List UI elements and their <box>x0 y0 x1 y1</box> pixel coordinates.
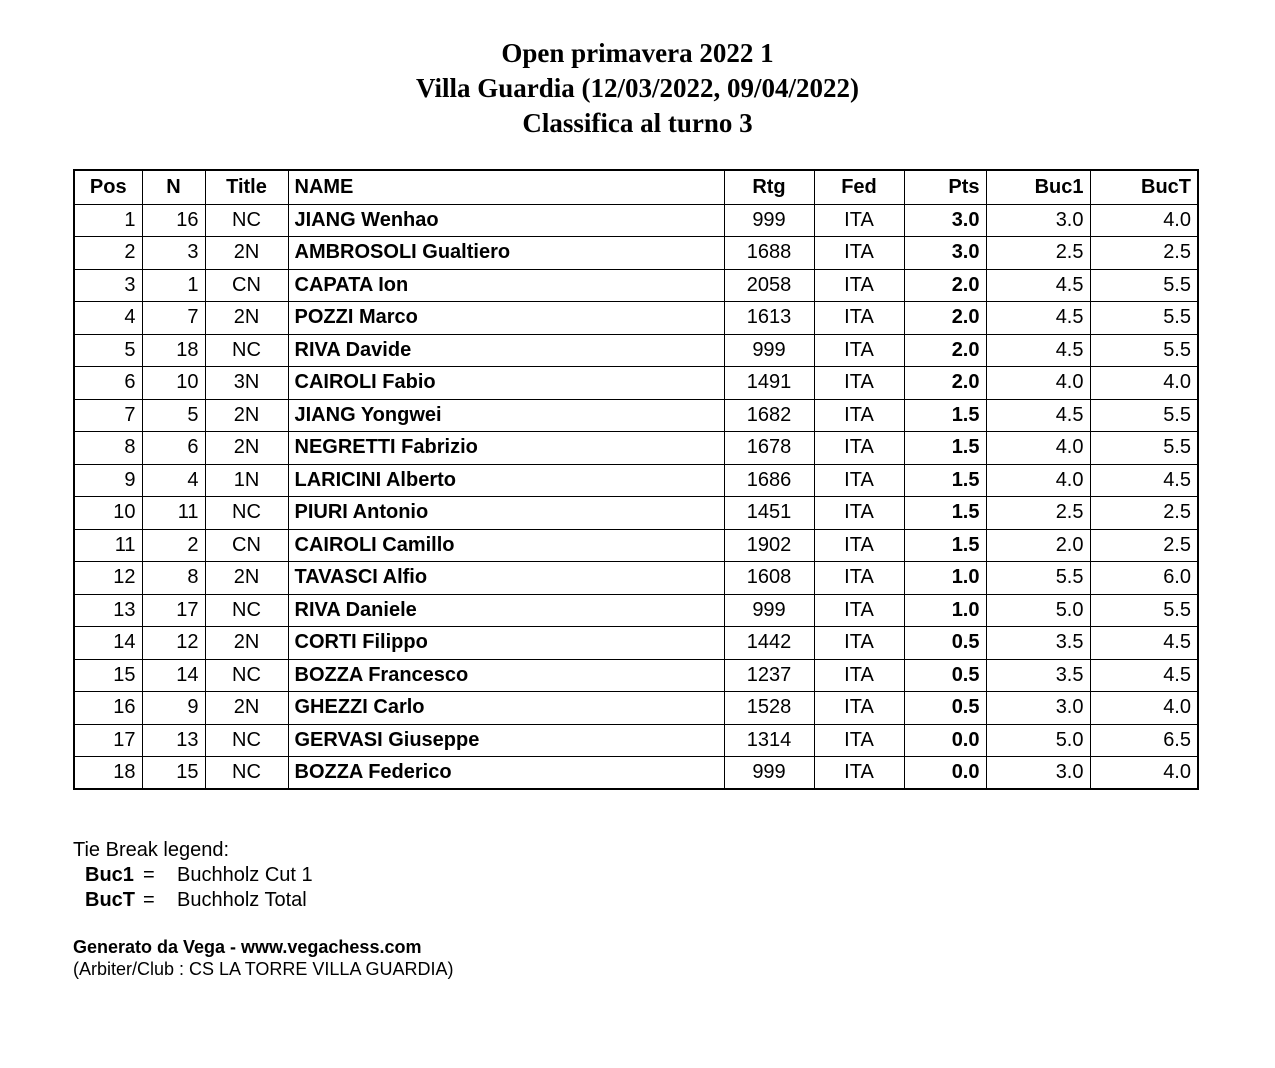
cell-name: BOZZA Francesco <box>288 659 724 692</box>
cell-pos: 14 <box>74 627 142 660</box>
cell-federation: ITA <box>814 627 904 660</box>
cell-n: 12 <box>142 627 205 660</box>
cell-name: RIVA Daniele <box>288 594 724 627</box>
cell-pos: 8 <box>74 432 142 465</box>
table-row <box>74 724 1198 757</box>
cell-points: 1.0 <box>904 594 986 627</box>
table-body <box>74 204 1198 789</box>
cell-title: NC <box>205 757 288 790</box>
cell-points: 1.5 <box>904 432 986 465</box>
cell-name: POZZI Marco <box>288 302 724 335</box>
cell-points: 2.0 <box>904 302 986 335</box>
cell-buchholz-cut1: 2.5 <box>986 497 1090 530</box>
cell-pos: 2 <box>74 237 142 270</box>
cell-name: NEGRETTI Fabrizio <box>288 432 724 465</box>
table-row <box>74 334 1198 367</box>
legend-description: Buchholz Cut 1 <box>177 864 313 886</box>
cell-n: 13 <box>142 724 205 757</box>
cell-n: 15 <box>142 757 205 790</box>
legend-item <box>73 863 313 888</box>
cell-buchholz-cut1: 4.5 <box>986 302 1090 335</box>
column-header-pos: Pos <box>74 170 142 204</box>
cell-name: JIANG Yongwei <box>288 399 724 432</box>
cell-buchholz-cut1: 3.0 <box>986 204 1090 237</box>
cell-federation: ITA <box>814 399 904 432</box>
cell-buchholz-total: 5.5 <box>1090 302 1198 335</box>
cell-title: CN <box>205 529 288 562</box>
cell-title: 3N <box>205 367 288 400</box>
legend-item <box>73 888 313 913</box>
table-row <box>74 269 1198 302</box>
table-row <box>74 367 1198 400</box>
cell-pos: 6 <box>74 367 142 400</box>
cell-name: CAIROLI Fabio <box>288 367 724 400</box>
cell-buchholz-total: 2.5 <box>1090 529 1198 562</box>
column-header-federation: Fed <box>814 170 904 204</box>
cell-name: TAVASCI Alfio <box>288 562 724 595</box>
cell-n: 6 <box>142 432 205 465</box>
cell-title: NC <box>205 724 288 757</box>
cell-federation: ITA <box>814 497 904 530</box>
cell-federation: ITA <box>814 432 904 465</box>
cell-title: 2N <box>205 692 288 725</box>
cell-n: 2 <box>142 529 205 562</box>
cell-name: GHEZZI Carlo <box>288 692 724 725</box>
cell-n: 3 <box>142 237 205 270</box>
cell-rating: 1491 <box>724 367 814 400</box>
cell-rating: 2058 <box>724 269 814 302</box>
cell-buchholz-total: 2.5 <box>1090 237 1198 270</box>
cell-points: 0.5 <box>904 659 986 692</box>
cell-name: RIVA Davide <box>288 334 724 367</box>
cell-points: 1.5 <box>904 464 986 497</box>
cell-federation: ITA <box>814 367 904 400</box>
cell-n: 1 <box>142 269 205 302</box>
legend-heading: Tie Break legend: <box>73 839 230 861</box>
cell-title: NC <box>205 204 288 237</box>
cell-buchholz-cut1: 3.5 <box>986 627 1090 660</box>
cell-federation: ITA <box>814 724 904 757</box>
cell-buchholz-cut1: 4.5 <box>986 334 1090 367</box>
cell-name: GERVASI Giuseppe <box>288 724 724 757</box>
cell-buchholz-cut1: 5.0 <box>986 724 1090 757</box>
cell-buchholz-total: 4.5 <box>1090 659 1198 692</box>
cell-title: NC <box>205 594 288 627</box>
cell-pos: 10 <box>74 497 142 530</box>
cell-rating: 1528 <box>724 692 814 725</box>
column-header-name: NAME <box>288 170 724 204</box>
cell-federation: ITA <box>814 237 904 270</box>
cell-points: 0.5 <box>904 627 986 660</box>
cell-federation: ITA <box>814 529 904 562</box>
table-header-row <box>74 170 1198 204</box>
cell-n: 4 <box>142 464 205 497</box>
tournament-name: Open primavera 2022 1 <box>501 38 774 68</box>
legend-description: Buchholz Total <box>177 889 307 911</box>
cell-buchholz-cut1: 4.0 <box>986 432 1090 465</box>
cell-points: 0.0 <box>904 724 986 757</box>
cell-rating: 999 <box>724 594 814 627</box>
cell-buchholz-cut1: 3.0 <box>986 692 1090 725</box>
legend-code: BucT <box>85 889 135 911</box>
cell-title: 2N <box>205 432 288 465</box>
cell-buchholz-total: 6.5 <box>1090 724 1198 757</box>
table-row <box>74 204 1198 237</box>
table-row <box>74 627 1198 660</box>
cell-n: 8 <box>142 562 205 595</box>
standings-table <box>73 169 1199 790</box>
tournament-venue-dates: Villa Guardia (12/03/2022, 09/04/2022) <box>415 73 859 103</box>
cell-pos: 12 <box>74 562 142 595</box>
column-header-n: N <box>142 170 205 204</box>
cell-name: LARICINI Alberto <box>288 464 724 497</box>
cell-buchholz-cut1: 2.0 <box>986 529 1090 562</box>
footer <box>73 936 453 980</box>
cell-buchholz-total: 5.5 <box>1090 334 1198 367</box>
cell-name: CAPATA Ion <box>288 269 724 302</box>
cell-points: 1.0 <box>904 562 986 595</box>
cell-pos: 3 <box>74 269 142 302</box>
cell-buchholz-total: 4.0 <box>1090 692 1198 725</box>
table-row <box>74 399 1198 432</box>
cell-federation: ITA <box>814 269 904 302</box>
cell-n: 11 <box>142 497 205 530</box>
cell-n: 5 <box>142 399 205 432</box>
cell-n: 18 <box>142 334 205 367</box>
cell-rating: 1451 <box>724 497 814 530</box>
legend-equals: = <box>143 864 155 886</box>
table-row <box>74 757 1198 790</box>
column-header-buchholz-cut1: Buc1 <box>986 170 1090 204</box>
cell-buchholz-cut1: 4.0 <box>986 367 1090 400</box>
legend-equals: = <box>143 889 155 911</box>
cell-points: 2.0 <box>904 334 986 367</box>
cell-buchholz-total: 4.5 <box>1090 464 1198 497</box>
cell-buchholz-cut1: 4.5 <box>986 269 1090 302</box>
generator-credit: Generato da Vega - www.vegachess.com <box>73 937 422 957</box>
cell-n: 16 <box>142 204 205 237</box>
cell-pos: 13 <box>74 594 142 627</box>
cell-name: AMBROSOLI Gualtiero <box>288 237 724 270</box>
cell-rating: 1608 <box>724 562 814 595</box>
cell-n: 7 <box>142 302 205 335</box>
cell-rating: 1314 <box>724 724 814 757</box>
cell-pos: 15 <box>74 659 142 692</box>
cell-buchholz-cut1: 2.5 <box>986 237 1090 270</box>
cell-rating: 999 <box>724 757 814 790</box>
table-row <box>74 562 1198 595</box>
column-header-title: Title <box>205 170 288 204</box>
column-header-rating: Rtg <box>724 170 814 204</box>
cell-rating: 1613 <box>724 302 814 335</box>
cell-buchholz-cut1: 5.5 <box>986 562 1090 595</box>
table-row <box>74 659 1198 692</box>
cell-federation: ITA <box>814 334 904 367</box>
column-header-buchholz-total: BucT <box>1090 170 1198 204</box>
tie-break-legend <box>73 838 313 913</box>
cell-points: 1.5 <box>904 529 986 562</box>
cell-name: BOZZA Federico <box>288 757 724 790</box>
cell-federation: ITA <box>814 692 904 725</box>
cell-name: JIANG Wenhao <box>288 204 724 237</box>
table-row <box>74 692 1198 725</box>
table-row <box>74 237 1198 270</box>
table-row <box>74 432 1198 465</box>
page-title <box>0 36 1275 141</box>
cell-title: NC <box>205 659 288 692</box>
table-row <box>74 464 1198 497</box>
cell-title: 1N <box>205 464 288 497</box>
cell-n: 14 <box>142 659 205 692</box>
arbiter-club: (Arbiter/Club : CS LA TORRE VILLA GUARDIA) <box>73 959 454 979</box>
cell-buchholz-cut1: 4.5 <box>986 399 1090 432</box>
cell-rating: 1237 <box>724 659 814 692</box>
cell-federation: ITA <box>814 594 904 627</box>
cell-points: 1.5 <box>904 497 986 530</box>
cell-pos: 5 <box>74 334 142 367</box>
cell-n: 10 <box>142 367 205 400</box>
cell-n: 9 <box>142 692 205 725</box>
standings-round: Classifica al turno 3 <box>522 108 753 138</box>
cell-title: 2N <box>205 302 288 335</box>
cell-buchholz-cut1: 5.0 <box>986 594 1090 627</box>
cell-title: 2N <box>205 562 288 595</box>
cell-federation: ITA <box>814 302 904 335</box>
cell-pos: 7 <box>74 399 142 432</box>
cell-federation: ITA <box>814 204 904 237</box>
cell-points: 3.0 <box>904 204 986 237</box>
cell-buchholz-total: 4.0 <box>1090 367 1198 400</box>
table-row <box>74 497 1198 530</box>
cell-rating: 1682 <box>724 399 814 432</box>
column-header-points: Pts <box>904 170 986 204</box>
cell-pos: 11 <box>74 529 142 562</box>
cell-points: 0.0 <box>904 757 986 790</box>
cell-buchholz-total: 5.5 <box>1090 432 1198 465</box>
cell-rating: 1678 <box>724 432 814 465</box>
cell-name: CAIROLI Camillo <box>288 529 724 562</box>
cell-federation: ITA <box>814 464 904 497</box>
table-row <box>74 594 1198 627</box>
cell-pos: 17 <box>74 724 142 757</box>
cell-rating: 999 <box>724 334 814 367</box>
cell-title: 2N <box>205 627 288 660</box>
cell-rating: 1902 <box>724 529 814 562</box>
cell-pos: 18 <box>74 757 142 790</box>
cell-title: NC <box>205 497 288 530</box>
cell-pos: 16 <box>74 692 142 725</box>
cell-federation: ITA <box>814 659 904 692</box>
cell-name: CORTI Filippo <box>288 627 724 660</box>
cell-points: 0.5 <box>904 692 986 725</box>
cell-rating: 999 <box>724 204 814 237</box>
cell-points: 1.5 <box>904 399 986 432</box>
cell-buchholz-total: 6.0 <box>1090 562 1198 595</box>
cell-points: 2.0 <box>904 269 986 302</box>
cell-buchholz-total: 5.5 <box>1090 594 1198 627</box>
cell-buchholz-total: 2.5 <box>1090 497 1198 530</box>
cell-pos: 1 <box>74 204 142 237</box>
cell-title: 2N <box>205 237 288 270</box>
cell-federation: ITA <box>814 562 904 595</box>
cell-points: 2.0 <box>904 367 986 400</box>
table-row <box>74 529 1198 562</box>
cell-rating: 1442 <box>724 627 814 660</box>
cell-pos: 9 <box>74 464 142 497</box>
table-row <box>74 302 1198 335</box>
cell-federation: ITA <box>814 757 904 790</box>
cell-name: PIURI Antonio <box>288 497 724 530</box>
cell-n: 17 <box>142 594 205 627</box>
cell-pos: 4 <box>74 302 142 335</box>
cell-points: 3.0 <box>904 237 986 270</box>
legend-code: Buc1 <box>85 864 134 886</box>
cell-buchholz-total: 5.5 <box>1090 399 1198 432</box>
cell-title: NC <box>205 334 288 367</box>
cell-buchholz-cut1: 4.0 <box>986 464 1090 497</box>
cell-buchholz-total: 5.5 <box>1090 269 1198 302</box>
cell-buchholz-total: 4.5 <box>1090 627 1198 660</box>
cell-title: 2N <box>205 399 288 432</box>
cell-rating: 1688 <box>724 237 814 270</box>
cell-rating: 1686 <box>724 464 814 497</box>
cell-buchholz-total: 4.0 <box>1090 204 1198 237</box>
cell-buchholz-cut1: 3.5 <box>986 659 1090 692</box>
cell-title: CN <box>205 269 288 302</box>
cell-buchholz-cut1: 3.0 <box>986 757 1090 790</box>
cell-buchholz-total: 4.0 <box>1090 757 1198 790</box>
